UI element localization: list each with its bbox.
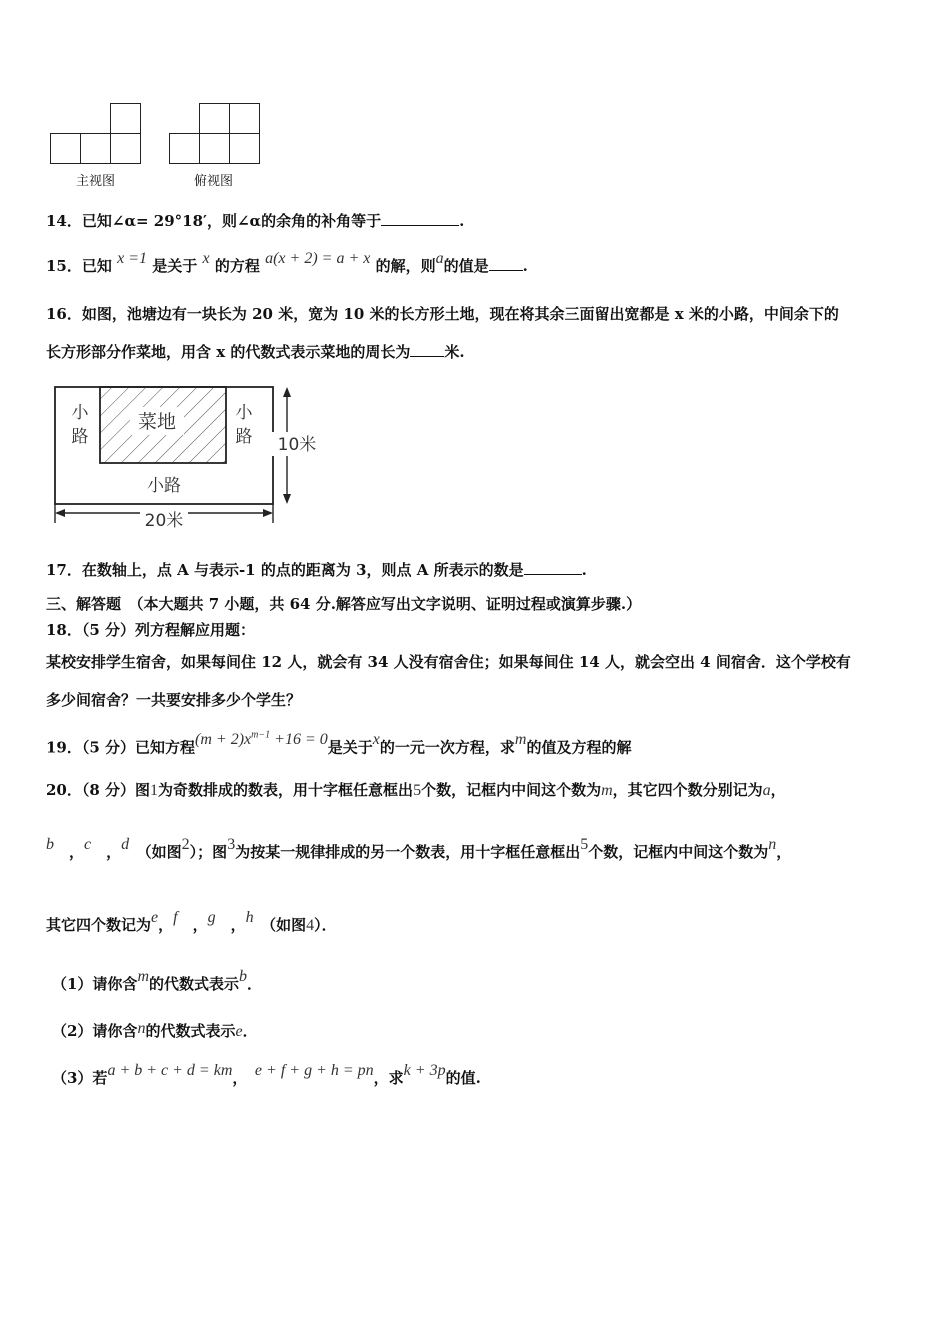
question-16-line1 [46, 304, 839, 324]
q19-math-x: x [372, 731, 380, 749]
question-20-line1: 20．（8 分）图1为奇数排成的数表，用十字框任意框出5个数，记框内中间这个数为m，其它四个数分别记为a， [46, 781, 786, 799]
top-view-cell [199, 133, 230, 164]
q16-text: 16．如图，池塘边有一块长为 20 米，宽为 10 米的长方形土地，现在将其余三面留出宽都是 x 米的小路，中间余下的 [46, 305, 839, 323]
q19-text: 19．（5 分）已知方程 [46, 738, 196, 757]
q15-end: . [522, 257, 528, 275]
q15-math-x-eq-1: x =1 [117, 250, 148, 267]
q19-text: 是关于 [327, 738, 373, 757]
height-label: 10米 [277, 435, 317, 455]
q15-math-a: a [435, 250, 444, 267]
q17-text: 17．在数轴上，点 A 与表示-1 的点的距离为 3，则点 A 所表示的数是 [46, 561, 524, 579]
three-view-figure [0, 0, 300, 195]
question-18-title: 18．（5 分）列方程解应用题： [46, 621, 256, 639]
answer-blank [489, 256, 523, 271]
front-view-cell [110, 103, 141, 134]
question-15 [46, 250, 528, 277]
answer-blank [410, 342, 444, 357]
question-20-line3: 其它四个数记为e，f ，g ，h （如图4）． [46, 909, 337, 934]
answer-blank [524, 560, 582, 575]
q16-text: 长方形部分作菜地，用含 x 的代数式表示菜地的周长为 [46, 343, 411, 361]
q14-end: . [459, 212, 465, 230]
front-view-cell [110, 133, 141, 164]
q15-text: 是关于 [152, 257, 198, 275]
question-20-sub2: （2）请你含n的代数式表示e． [52, 1020, 258, 1040]
q19-math-m: m [514, 731, 527, 749]
top-view-cell [169, 133, 200, 164]
front-view-cell [50, 133, 81, 164]
top-view-cell [229, 133, 260, 164]
question-16-line2 [46, 342, 465, 362]
path-left-label-1: 小 [71, 403, 89, 423]
q15-math-equation: a(x + 2) = a + x [265, 250, 371, 267]
q15-math-x: x [202, 250, 210, 267]
q19-text: 的一元一次方程，求 [379, 738, 515, 757]
path-left-label-2: 路 [71, 427, 89, 447]
question-18-line1: 某校安排学生宿舍，如果每间住 12 人，就会有 34 人没有宿舍住；如果每间住 14 人，就会空出 4 间宿舍．这个学校有 [46, 653, 851, 671]
path-right-label-1: 小 [235, 403, 253, 423]
front-view-cell [80, 133, 111, 164]
q19-text: 的值及方程的解 [526, 738, 632, 757]
width-label: 20米 [144, 511, 184, 531]
top-view-cell [199, 103, 230, 134]
question-18-line2: 多少间宿舍？一共要安排多少个学生？ [46, 691, 302, 709]
question-20-sub1: （1）请你含m的代数式表示b． [52, 968, 263, 993]
top-view-label: 俯视图 [194, 174, 234, 189]
question-17 [46, 560, 587, 580]
q15-text: 的解，则 [375, 257, 436, 275]
path-right-label-2: 路 [235, 427, 253, 447]
q14-text: 14．已知∠α= 29°18′，则∠α的余角的补角等于 [46, 212, 382, 230]
section-3-heading: 三、解答题 （本大题共 7 小题，共 64 分.解答应写出文字说明、证明过程或演算步骤.） [46, 595, 642, 613]
front-view-label: 主视图 [76, 174, 116, 189]
q17-end: . [581, 561, 587, 579]
question-20-sub3: （3）若a + b + c + d = km， e + f + g + h = pn，求k + 3p的值. [52, 1062, 481, 1087]
q15-text: 15．已知 [46, 257, 112, 275]
q15-text: 的值是 [443, 257, 489, 275]
question-20-line2: b ，c ，d （如图2）；图3为按某一规律排成的另一个数表，用十字框任意框出5个数，记框内中间这个数为n， [46, 836, 792, 861]
top-view-cell [229, 103, 260, 134]
question-19 [46, 730, 632, 758]
q19-math-equation: $(m + 2)x^{m-1} +16 = 0$ [195, 730, 328, 749]
garden-diagram [48, 383, 328, 533]
answer-blank [381, 211, 459, 226]
q16-end: 米. [444, 343, 465, 361]
question-14 [46, 211, 464, 231]
path-bottom-label: 小路 [147, 476, 181, 496]
vegetable-label: 菜地 [137, 411, 177, 433]
q15-text: 的方程 [214, 257, 260, 275]
